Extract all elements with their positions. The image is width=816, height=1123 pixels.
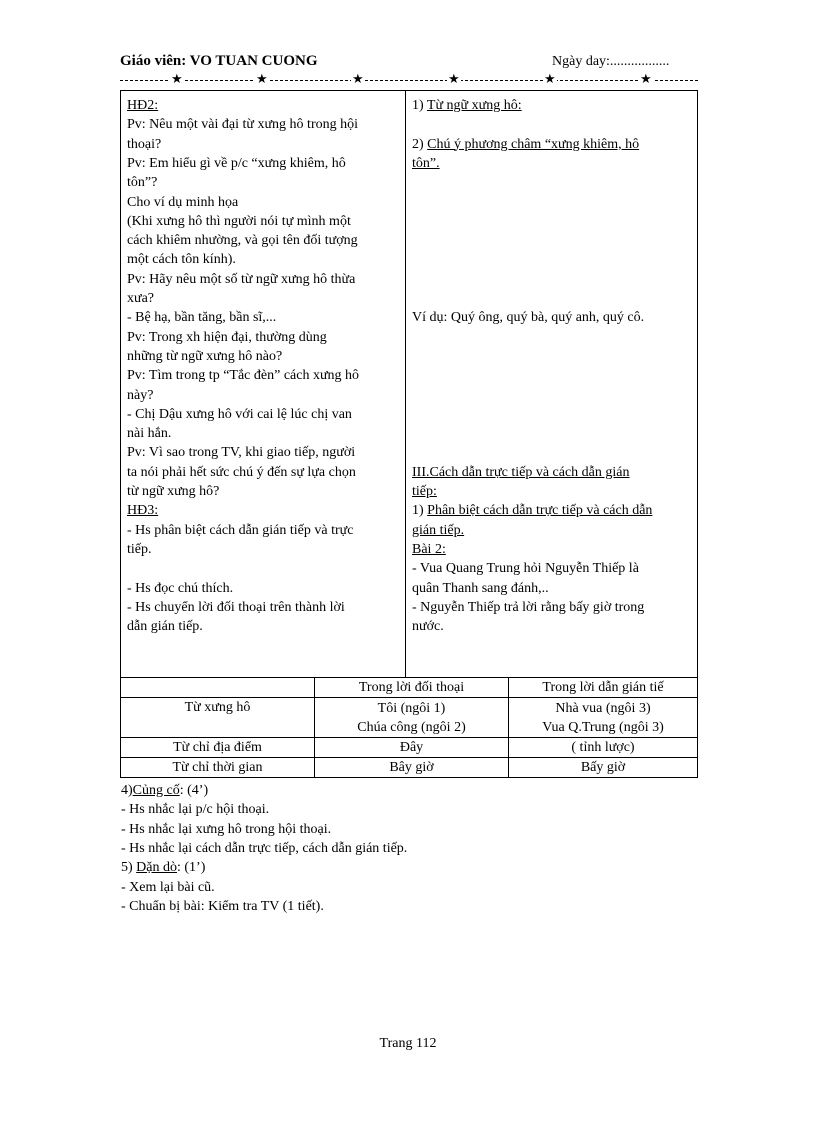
activity-line: - Hs chuyển lời đối thoại trên thành lời (127, 599, 345, 615)
footer-line: 5) Dặn dò: (1’) (121, 860, 206, 876)
activity-line: - Chị Dậu xưng hô với cai lệ lúc chị van (127, 406, 352, 422)
footer-line: - Hs nhắc lại p/c hội thoại. (121, 802, 270, 818)
table-cell: ( tỉnh lược) (509, 738, 698, 758)
activity-line: Pv: Trong xh hiện đại, thường dùng (127, 329, 327, 345)
activity-line: những từ ngữ xưng hô nào? (127, 348, 283, 364)
activity-line: thoại? (127, 136, 162, 152)
table-cell: Đây (315, 738, 509, 758)
teaching-date: Ngày day:................. (552, 54, 670, 69)
star-icon: ★ (352, 71, 364, 86)
table-row (121, 698, 698, 738)
star-icon: ★ (448, 71, 460, 86)
activity-line: này? (127, 387, 154, 403)
table-cell: Từ chỉ địa điểm (121, 738, 315, 758)
table-row (121, 738, 698, 758)
content-line: quân Thanh sang đánh,.. (412, 580, 549, 596)
content-line: Ví dụ: Quý ông, quý bà, quý anh, quý cô. (412, 310, 645, 326)
header-divider (120, 80, 698, 82)
activity-line: HĐ2: (127, 98, 159, 113)
content-line: - Vua Quang Trung hỏi Nguyễn Thiếp là (412, 561, 639, 577)
table-cell: Bấy giờ (509, 758, 698, 778)
table-header-cell: Trong lời dẫn gián tiế (509, 678, 698, 698)
lesson-activity-table (120, 90, 698, 678)
comparison-table (120, 677, 698, 778)
star-icon: ★ (640, 71, 652, 86)
activity-line: một cách tôn kính). (127, 252, 236, 268)
activity-line: dẫn gián tiếp. (127, 619, 203, 635)
activity-line: Pv: Nêu một vài đại từ xưng hô trong hội (127, 117, 358, 133)
footer-line: - Xem lại bài cũ. (121, 879, 215, 895)
activity-line: Pv: Hãy nêu một số từ ngữ xưng hô thừa (127, 271, 356, 287)
teacher-name: Giáo viên: VO TUAN CUONG (120, 53, 318, 69)
table-cell: Từ xưng hô (121, 698, 315, 738)
content-line: gián tiếp. (412, 522, 465, 538)
activity-line: ta nói phải hết sức chú ý đến sự lựa chọn (127, 464, 356, 480)
content-line: tôn”. (412, 155, 440, 171)
activity-line: từ ngữ xưng hô? (127, 484, 220, 499)
content-column (406, 91, 697, 678)
activity-line: - Bệ hạ, bần tăng, bần sĩ,... (127, 310, 277, 326)
activity-line: tiếp. (127, 541, 152, 557)
table-header-cell: Trong lời đối thoại (315, 678, 509, 698)
activity-line: (Khi xưng hô thì người nói tự mình một (127, 213, 351, 229)
activity-line: xưa? (127, 291, 155, 306)
activity-column (121, 91, 406, 678)
content-line: 2) Chú ý phương châm “xưng khiêm, hô (412, 136, 640, 152)
activity-line: HĐ3: (127, 503, 159, 519)
footer-line: - Hs nhắc lại xưng hô trong hội thoại. (121, 821, 332, 837)
table-cell: Tôi (ngôi 1) Chúa công (ngôi 2) (315, 698, 509, 738)
table-row (121, 758, 698, 778)
content-line: 1) Từ ngữ xưng hô: (412, 98, 522, 113)
content-line: 1) Phân biệt cách dẫn trực tiếp và cách dẫn (412, 503, 653, 519)
star-icon: ★ (171, 71, 183, 86)
content-line: - Nguyễn Thiếp trả lời rằng bấy giờ trong (412, 599, 645, 615)
activity-line: cách khiêm nhường, và gọi tên đối tượng (127, 233, 358, 249)
star-icon: ★ (256, 71, 268, 86)
footer-line: 4)Củng cố: (4’) (121, 783, 209, 798)
content-line: tiếp: (412, 484, 437, 499)
table-header-row (121, 678, 698, 698)
footer-line: - Hs nhắc lại cách dẫn trực tiếp, cách dẫn gián tiếp. (121, 840, 408, 856)
activity-line: Pv: Tìm trong tp “Tắc đèn” cách xưng hô (127, 368, 360, 384)
table-cell: Bây giờ (315, 758, 509, 778)
table-cell: Từ chỉ thời gian (121, 758, 315, 778)
content-line: III.Cách dẫn trực tiếp và cách dẫn gián (412, 464, 630, 480)
activity-line: nài hắn. (127, 426, 172, 442)
activity-line: - Hs đọc chú thích. (127, 580, 234, 596)
table-cell: Nhà vua (ngôi 3) Vua Q.Trung (ngôi 3) (509, 698, 698, 738)
page-header (120, 53, 698, 73)
activity-line: tôn”? (127, 175, 158, 191)
activity-line: Pv: Em hiểu gì về p/c “xưng khiêm, hô (127, 155, 346, 171)
content-line: nước. (412, 619, 444, 635)
activity-line: - Hs phân biệt cách dẫn gián tiếp và trực (127, 522, 354, 538)
content-line: Bài 2: (412, 541, 446, 557)
table-header-cell (121, 678, 315, 698)
star-icon: ★ (544, 71, 556, 86)
footer-line: - Chuẩn bị bài: Kiểm tra TV (1 tiết). (121, 898, 324, 914)
activity-line: Pv: Vì sao trong TV, khi giao tiếp, người (127, 445, 356, 461)
activity-line: Cho ví dụ minh họa (127, 194, 239, 210)
page-number: Trang 112 (379, 1036, 437, 1051)
